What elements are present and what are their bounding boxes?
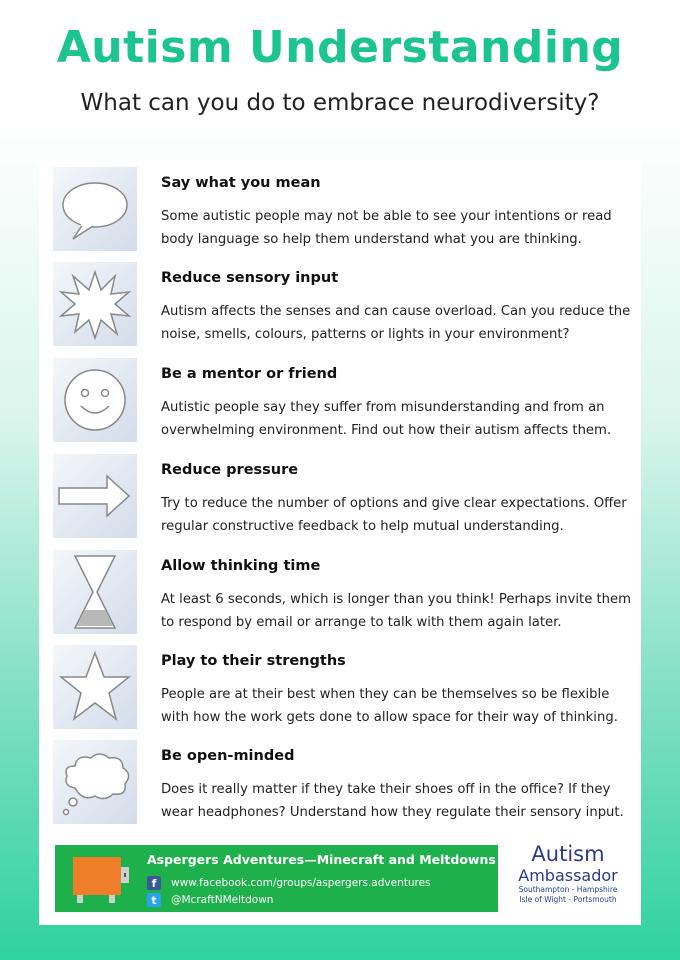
footer-title: Aspergers Adventures—Minecraft and Meltdowns [147, 852, 496, 867]
tips-panel [39, 159, 641, 925]
tip-text [161, 588, 631, 634]
tip-title: Allow thinking time [161, 558, 321, 574]
footer-banner [55, 845, 498, 912]
tip-text-line: overwhelming environment. Find out how their autism affects them. [161, 423, 612, 438]
tip-text-line: regular constructive feedback to help mutual understanding. [161, 519, 564, 534]
tip-text-line: Autism affects the senses and can cause overload. Can you reduce the [161, 304, 631, 319]
tip-item [39, 254, 641, 348]
page-title: Autism Understanding [56, 22, 624, 73]
tip-text-line: body language so help them understand what you are thinking. [161, 232, 582, 247]
twitter-icon: t [147, 893, 161, 907]
tip-title: Be open-minded [161, 748, 295, 764]
facebook-link[interactable]: www.facebook.com/groups/aspergers.adventures [171, 877, 431, 889]
tip-title: Reduce sensory input [161, 270, 339, 286]
tip-text [161, 300, 631, 346]
tip-item [39, 732, 641, 826]
tip-item [39, 542, 641, 636]
tip-item [39, 637, 641, 731]
tip-text-line: to respond by email or arrange to talk with them again later. [161, 615, 562, 630]
facebook-icon: f [147, 876, 161, 890]
tip-title: Reduce pressure [161, 462, 299, 478]
ambassador-title-text: Ambassador [518, 866, 618, 885]
page-subtitle: What can you do to embrace neurodiversity? [80, 90, 600, 116]
star-icon [53, 645, 137, 729]
speech-bubble-icon [53, 167, 137, 251]
ambassador-autism-text: Autism [531, 842, 605, 866]
tip-title: Say what you mean [161, 175, 321, 191]
tip-item [39, 159, 641, 253]
tip-text [161, 778, 631, 824]
tip-text [161, 492, 631, 538]
thought-cloud-icon [53, 740, 137, 824]
tip-item [39, 446, 641, 540]
tip-text-line: with how the work gets done to allow space for their way of thinking. [161, 710, 618, 725]
twitter-link[interactable]: @McraftNMeltdown [171, 894, 274, 906]
tip-item [39, 350, 641, 444]
tip-text-line: Try to reduce the number of options and give clear expectations. Offer [161, 496, 627, 511]
smiley-face-icon [53, 358, 137, 442]
tip-text [161, 205, 631, 251]
facebook-row [147, 875, 431, 891]
tip-text [161, 683, 631, 729]
ambassador-region-line: Southampton - Hampshire [518, 885, 618, 894]
hourglass-icon [53, 550, 137, 634]
tip-title: Be a mentor or friend [161, 366, 338, 382]
arrow-right-icon [53, 454, 137, 538]
tip-text-line: Some autistic people may not be able to see your intentions or read [161, 209, 612, 224]
tip-text [161, 396, 631, 442]
tip-text-line: noise, smells, colours, patterns or lights in your environment? [161, 327, 570, 342]
starburst-icon [53, 262, 137, 346]
tip-text-line: wear headphones? Understand how they regulate their sensory input. [161, 805, 624, 820]
autism-ambassador-logo [500, 842, 636, 914]
twitter-row [147, 892, 273, 908]
tip-text-line: People are at their best when they can be themselves so be flexible [161, 687, 610, 702]
tip-title: Play to their strengths [161, 653, 346, 669]
tip-text-line: At least 6 seconds, which is longer than you think! Perhaps invite them [161, 592, 631, 607]
tip-text-line: Autistic people say they suffer from misunderstanding and from an [161, 400, 605, 415]
minecraft-block-logo [69, 853, 133, 905]
ambassador-region-line: Isle of Wight - Portsmouth [519, 895, 617, 904]
tip-text-line: Does it really matter if they take their shoes off in the office? If they [161, 782, 611, 797]
